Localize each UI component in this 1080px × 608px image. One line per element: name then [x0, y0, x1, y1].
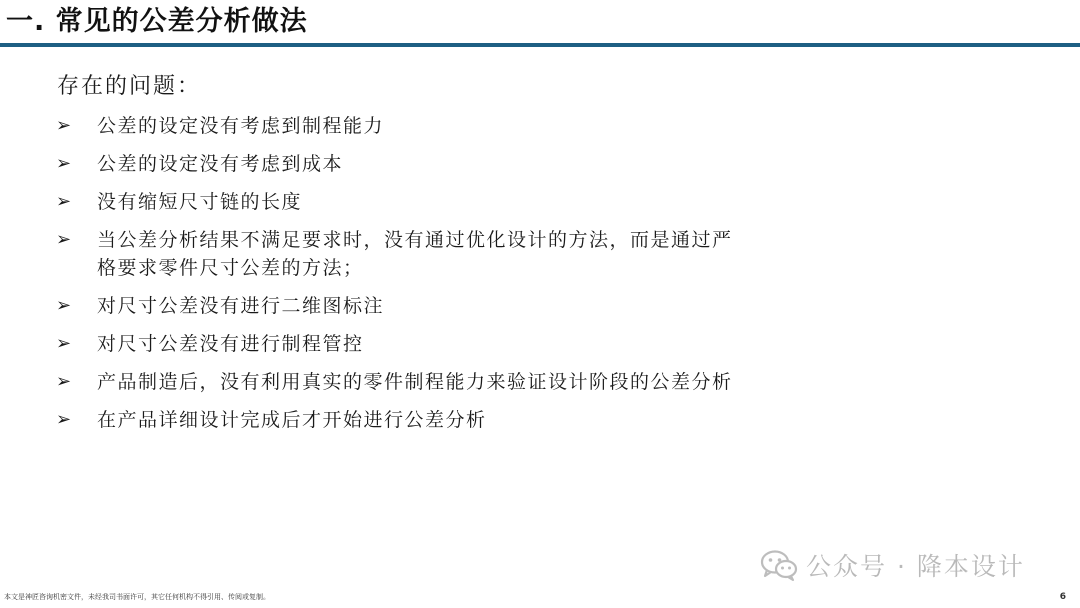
- bullet-list: [52, 112, 832, 444]
- arrow-bullet-icon: ➢: [56, 333, 73, 354]
- page-number: 6: [1059, 592, 1066, 602]
- title-rule: [0, 43, 1080, 47]
- list-item: [52, 188, 832, 216]
- arrow-bullet-icon: ➢: [56, 191, 73, 212]
- subheading: 存在的问题：: [57, 74, 202, 99]
- bullet-text: 没有缩短尺寸链的长度: [97, 191, 303, 213]
- bullet-text: 公差的设定没有考虑到成本: [97, 153, 344, 175]
- wechat-icon: [760, 549, 798, 581]
- watermark-text: 公众号 · 降本设计: [806, 552, 1025, 581]
- bullet-text: 对尺寸公差没有进行二维图标注: [97, 295, 385, 317]
- list-item: [52, 292, 832, 320]
- list-item: [52, 226, 832, 282]
- arrow-bullet-icon: ➢: [56, 153, 73, 174]
- arrow-bullet-icon: ➢: [56, 409, 73, 430]
- footer-note: 本文是神匠咨询机密文件，未经我司书面许可，其它任何机构不得引用、传阅或复制。: [4, 593, 270, 601]
- bullet-text: 在产品详细设计完成后才开始进行公差分析: [97, 409, 487, 431]
- arrow-bullet-icon: ➢: [56, 229, 73, 250]
- watermark: [760, 545, 1025, 585]
- arrow-bullet-icon: ➢: [56, 371, 73, 392]
- slide-title: 一. 常见的公差分析做法: [6, 6, 308, 37]
- arrow-bullet-icon: ➢: [56, 115, 73, 136]
- list-item: [52, 406, 832, 434]
- list-item: [52, 368, 832, 396]
- list-item: [52, 150, 832, 178]
- bullet-text: 对尺寸公差没有进行制程管控: [97, 333, 364, 355]
- list-item: [52, 112, 832, 140]
- bullet-text: 产品制造后，没有利用真实的零件制程能力来验证设计阶段的公差分析: [97, 371, 733, 393]
- list-item: [52, 330, 832, 358]
- arrow-bullet-icon: ➢: [56, 295, 73, 316]
- bullet-text: 公差的设定没有考虑到制程能力: [97, 115, 385, 137]
- bullet-text: 当公差分析结果不满足要求时，没有通过优化设计的方法，而是通过严 格要求零件尺寸公差的方法；: [97, 229, 733, 279]
